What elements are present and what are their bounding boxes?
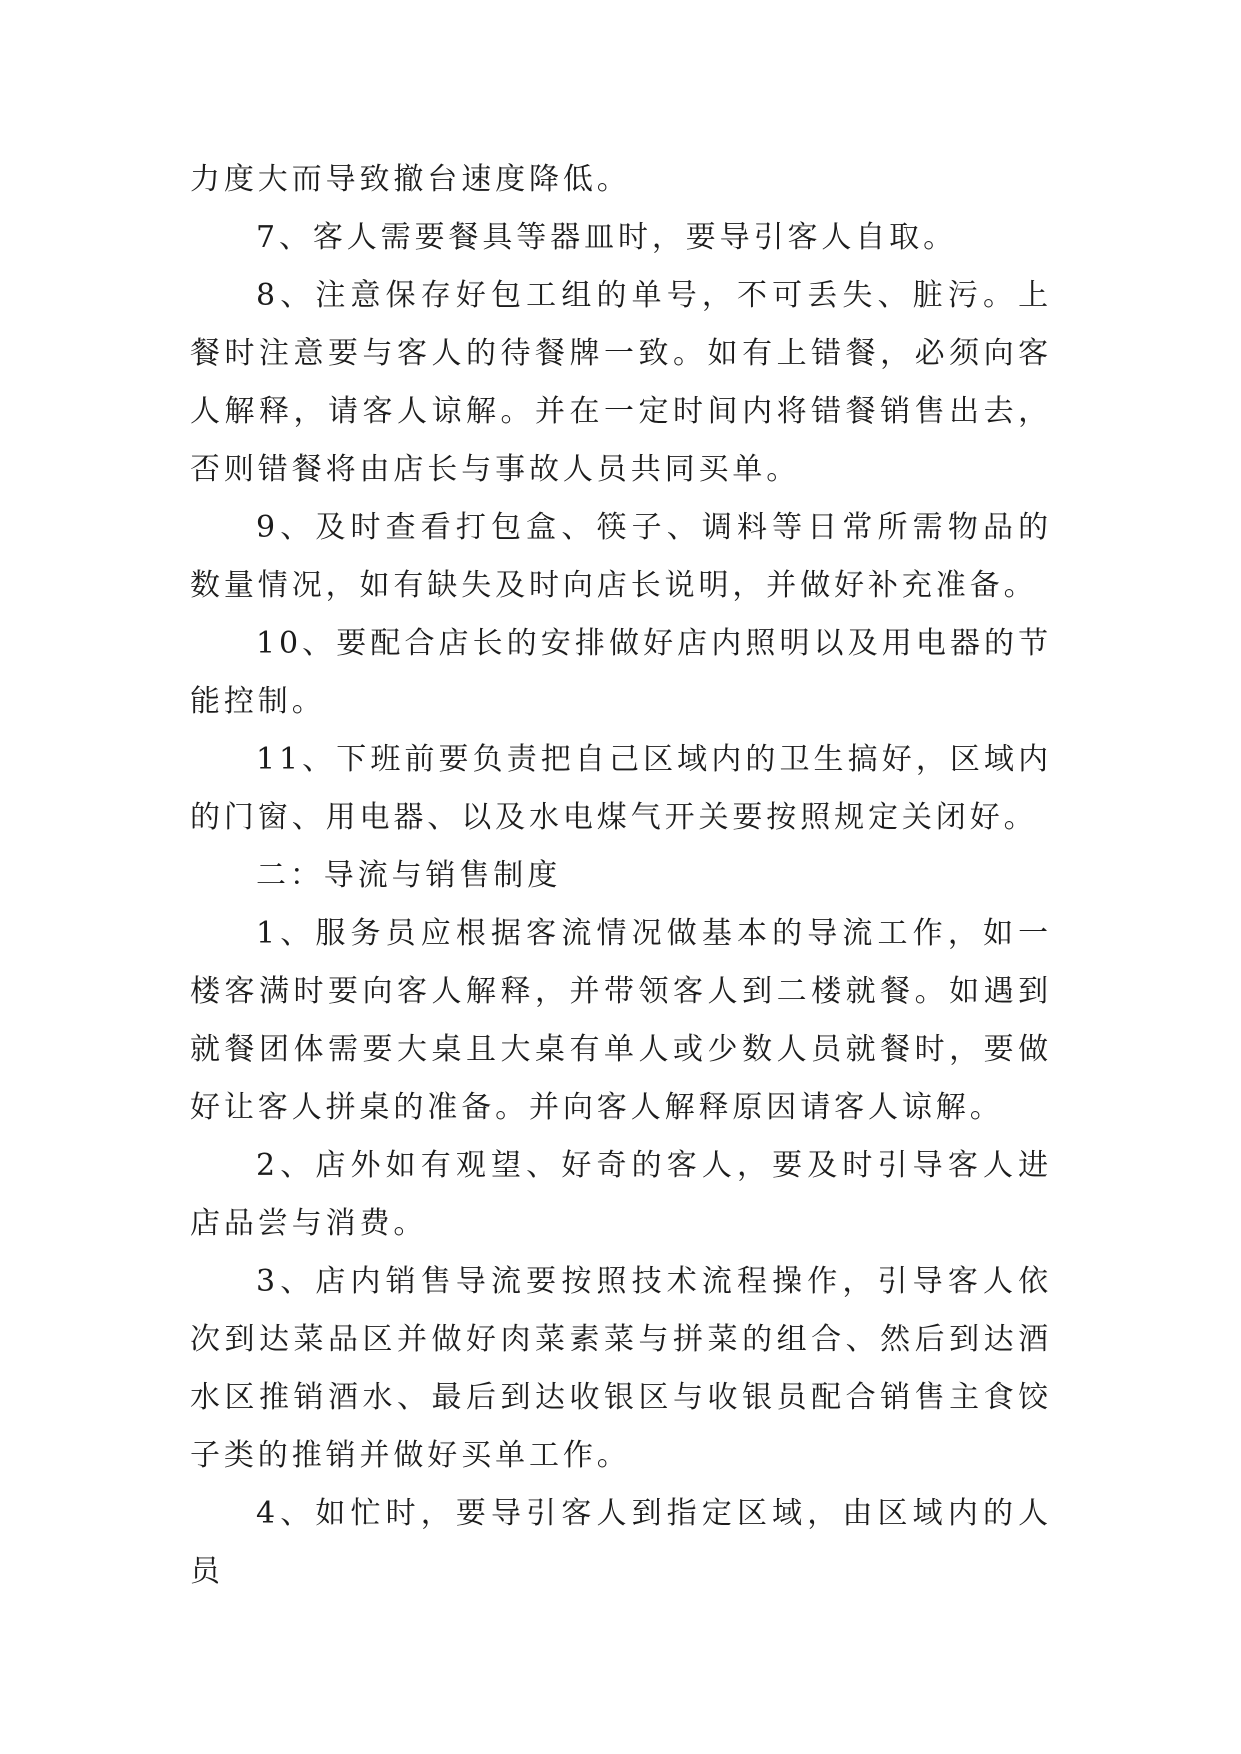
- paragraph-item-9: 9、及时查看打包盒、筷子、调料等日常所需物品的数量情况，如有缺失及时向店长说明，并做好补充准备。: [190, 510, 1052, 603]
- paragraph-item-11: 11、下班前要负责把自己区域内的卫生搞好，区域内的门窗、用电器、以及水电煤气开关要按照规定关闭好。: [190, 742, 1052, 835]
- paragraph-section2-item-2: 2、店外如有观望、好奇的客人，要及时引导客人进店品尝与消费。: [190, 1148, 1052, 1241]
- document-body: [190, 151, 1052, 1601]
- section-heading: 二：导流与销售制度: [256, 858, 562, 893]
- paragraph-continuation: 力度大而导致撤台速度降低。: [190, 162, 631, 197]
- paragraph-item-10: 10、要配合店长的安排做好店内照明以及用电器的节能控制。: [190, 626, 1052, 719]
- paragraph-item-8: 8、注意保存好包工组的单号，不可丢失、脏污。上餐时注意要与客人的待餐牌一致。如有上错餐，必须向客人解释，请客人谅解。并在一定时间内将错餐销售出去，否则错餐将由店长与事故人员共同买单。: [190, 278, 1052, 487]
- paragraph-section2-item-1: 1、服务员应根据客流情况做基本的导流工作，如一楼客满时要向客人解释，并带领客人到二楼就餐。如遇到就餐团体需要大桌且大桌有单人或少数人员就餐时，要做好让客人拼桌的准备。并向客人解释原因请客人谅解。: [190, 916, 1052, 1125]
- paragraph-section2-item-3: 3、店内销售导流要按照技术流程操作，引导客人依次到达菜品区并做好肉菜素菜与拼菜的组合、然后到达酒水区推销酒水、最后到达收银区与收银员配合销售主食饺子类的推销并做好买单工作。: [190, 1264, 1052, 1473]
- paragraph-section2-item-4: 4、如忙时，要导引客人到指定区域，由区域内的人员: [190, 1496, 1052, 1589]
- paragraph-item-7: 7、客人需要餐具等器皿时，要导引客人自取。: [256, 220, 957, 255]
